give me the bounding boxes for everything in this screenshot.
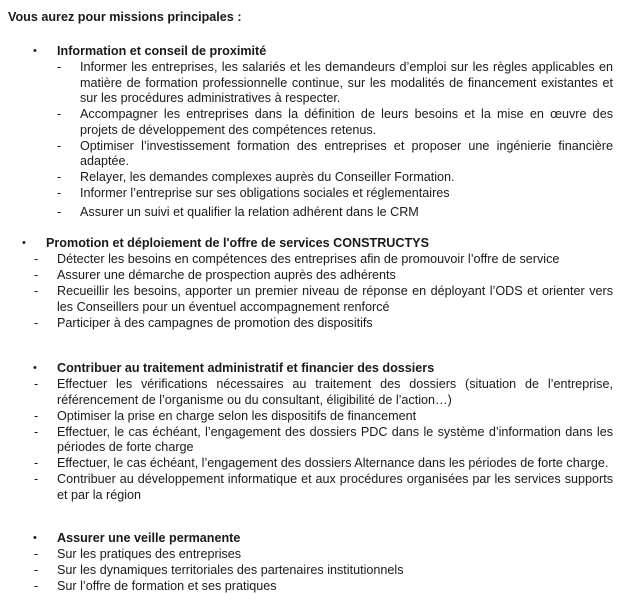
list-item: - Effectuer, le cas échéant, l’engagement des dossiers Alternance dans les périodes de forte charge. (34, 456, 609, 471)
section-heading (0, 44, 642, 60)
section-heading-text: Information et conseil de proximité (57, 44, 267, 58)
list-item: - Participer à des campagnes de promotion des dispositifs (34, 315, 373, 330)
list-item: - Optimiser la prise en charge selon les dispositifs de financement (34, 408, 417, 423)
dash-icon: - (57, 107, 62, 122)
list-item: - Accompagner les entreprises dans la définition de leurs besoins et la mise en œuvre des projets de développement des compétences retenus. (57, 107, 613, 137)
list-item: - Détecter les besoins en compétences des entreprises afin de promouvoir l’offre de service (34, 252, 560, 266)
section-promotion-deploiement (0, 236, 642, 332)
list-item: - Optimiser l’investissement formation des entreprises et proposer une ingénierie financière adaptée. (57, 138, 613, 169)
list-item: - Effectuer les vérifications nécessaires au traitement des dossiers (situation de l’entreprise, référencement de l’organisme ou du consultant, éligibilité de l’action…) (34, 377, 613, 407)
dash-icon: - (34, 315, 39, 330)
list-item: - Sur l’offre de formation et ses pratiques (34, 578, 277, 593)
dash-icon: - (34, 424, 39, 439)
list-item: - Recueillir les besoins, apporter un premier niveau de réponse en déployant l’ODS et orienter vers les Conseillers pour un éventuel accompagnement renforcé (34, 283, 613, 314)
list-item: - Assurer un suivi et qualifier la relation adhérent dans le CRM (57, 204, 419, 219)
dash-icon: - (57, 186, 62, 201)
dash-icon: - (34, 377, 39, 391)
dash-icon: - (34, 408, 39, 423)
section-heading-text: Contribuer au traitement administratif et financier des dossiers (57, 361, 435, 375)
dash-icon: - (34, 267, 39, 282)
list-item: - Sur les dynamiques territoriales des partenaires institutionnels (34, 562, 404, 577)
section-heading (0, 361, 642, 377)
dash-icon: - (34, 283, 39, 298)
section-information-conseil (0, 44, 642, 221)
section-heading (0, 531, 642, 547)
section-heading (0, 236, 642, 252)
list-item: - Relayer, les demandes complexes auprès du Conseiller Formation. (57, 170, 455, 185)
bullet-icon: • (33, 45, 37, 57)
bullet-icon: • (22, 237, 26, 249)
page-title: Vous aurez pour missions principales : (8, 10, 242, 24)
list-item: - Effectuer, le cas échéant, l’engagement des dossiers PDC dans le système d’information dans les périodes de forte charge (34, 424, 613, 455)
list-item: - Sur les pratiques des entreprises (34, 547, 242, 561)
dash-icon: - (57, 170, 62, 185)
bullet-icon: • (33, 532, 37, 544)
list-item: - Contribuer au développement informatique et aux procédures organisées par les services supports et par la région (34, 472, 613, 502)
dash-icon: - (57, 60, 62, 74)
dash-icon: - (34, 252, 39, 266)
dash-icon: - (57, 204, 62, 219)
dash-icon: - (34, 547, 39, 561)
section-traitement-dossiers (0, 361, 642, 504)
dash-icon: - (34, 456, 39, 471)
bullet-icon: • (33, 362, 37, 374)
dash-icon: - (34, 562, 39, 577)
dash-icon: - (57, 138, 62, 153)
section-heading-text: Assurer une veille permanente (57, 531, 241, 545)
list-item: - Assurer une démarche de prospection auprès des adhérents (34, 267, 396, 282)
dash-icon: - (34, 472, 39, 487)
section-heading-text: Promotion et déploiement de l'offre de services CONSTRUCTYS (46, 236, 429, 250)
section-veille (0, 531, 642, 595)
list-item: - Informer les entreprises, les salariés et les demandeurs d’emploi sur les règles applicables en matière de formation professionnelle continue, sur les modalités de financement existantes et sur les procédures administratives à respecter. (57, 60, 613, 106)
list-item: - Informer l’entreprise sur ses obligations sociales et réglementaires (57, 186, 450, 201)
dash-icon: - (34, 578, 39, 593)
